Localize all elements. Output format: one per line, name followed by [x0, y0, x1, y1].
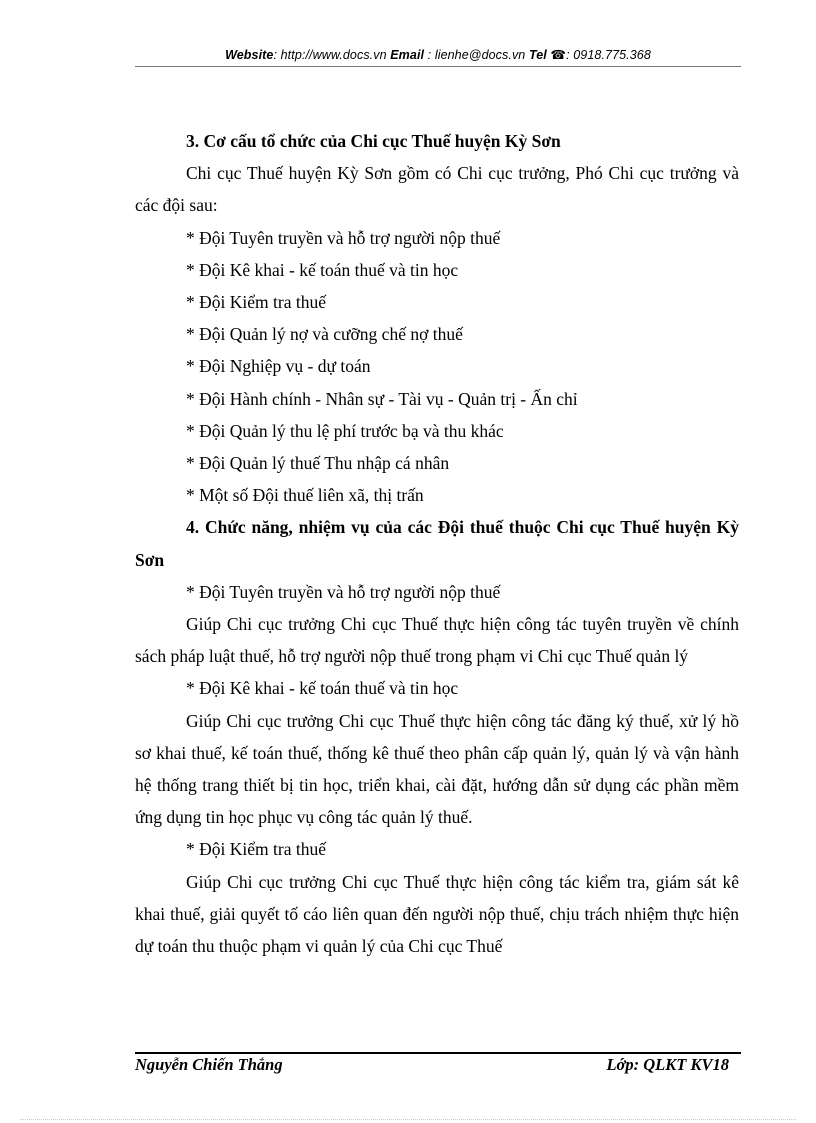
email-value: : lienhe@docs.vn: [427, 48, 526, 62]
team-list-item: * Đội Hành chính - Nhân sự - Tài vụ - Quản trị - Ấn chỉ: [186, 388, 578, 409]
header-divider: [135, 66, 741, 67]
team-list-item: * Đội Quản lý thuế Thu nhập cá nhân: [186, 453, 450, 474]
page-edge-divider: [20, 1119, 796, 1120]
website-label: Website: [225, 48, 274, 62]
team2-description: Giúp Chi cục trưởng Chi cục Thuế thực hiện công tác đăng ký thuế, xử lý hồ sơ khai thuế, kế toán thuế, thống kê thuế theo phân cấp quản lý, quản lý và vận hành hệ thống trang thiết bị tin học, triển khai, cài đặt, hướng dẫn sử dụng các phần mềm ứng dụng tin học phục vụ công tác quản lý thuế.: [135, 710, 739, 828]
team3-description: Giúp Chi cục trưởng Chi cục Thuế thực hiện công tác kiểm tra, giám sát kê khai thuế, giải quyết tố cáo liên quan đến người nộp thuế, chịu trách nhiệm thực hiện dự toán thu thuộc phạm vi quản lý của Chi cục Thuế: [135, 871, 739, 957]
section3-intro: Chi cục Thuế huyện Kỳ Sơn gồm có Chi cục trưởng, Phó Chi cục trưởng và các đội sau:: [135, 163, 739, 216]
section3-heading: 3. Cơ cấu tổ chức của Chi cục Thuế huyện Kỳ Sơn: [186, 131, 561, 151]
website-value: : http://www.docs.vn: [273, 48, 387, 62]
section4-heading: 4. Chức năng, nhiệm vụ của các Đội thuế thuộc Chi cục Thuế huyện Kỳ Sơn: [135, 517, 739, 570]
team2-title: * Đội Kê khai - kế toán thuế và tin học: [186, 678, 459, 699]
tel-value: ☎: 0918.775.368: [550, 48, 651, 62]
team-list-item: * Đội Kiểm tra thuế: [186, 292, 326, 313]
author-name: Nguyễn Chiến Thắng: [135, 1055, 283, 1074]
team-list-item: * Đội Quản lý thu lệ phí trước bạ và thu khác: [186, 420, 504, 441]
team-list-item: * Một số Đội thuế liên xã, thị trấn: [186, 485, 424, 506]
team1-description: Giúp Chi cục trưởng Chi cục Thuế thực hiện công tác tuyên truyền về chính sách pháp luật thuế, hỗ trợ người nộp thuế trong phạm vi Chi cục Thuế quản lý: [135, 614, 739, 667]
team1-title: * Đội Tuyên truyền và hỗ trợ người nộp thuế: [186, 581, 501, 602]
class-label: Lớp: QLKT KV18: [606, 1055, 729, 1074]
team-list-item: * Đội Nghiệp vụ - dự toán: [186, 356, 371, 377]
team-list-item: * Đội Kê khai - kế toán thuế và tin học: [186, 259, 459, 280]
team-list-item: * Đội Quản lý nợ và cưỡng chế nợ thuế: [186, 324, 463, 345]
footer-divider: [135, 1052, 741, 1054]
document-body: [135, 125, 739, 962]
email-label: Email: [390, 48, 425, 62]
team3-title: * Đội Kiểm tra thuế: [186, 839, 326, 860]
tel-label: Tel: [528, 48, 547, 62]
page-header: [135, 47, 741, 62]
team-list-item: * Đội Tuyên truyền và hỗ trợ người nộp thuế: [186, 227, 501, 248]
